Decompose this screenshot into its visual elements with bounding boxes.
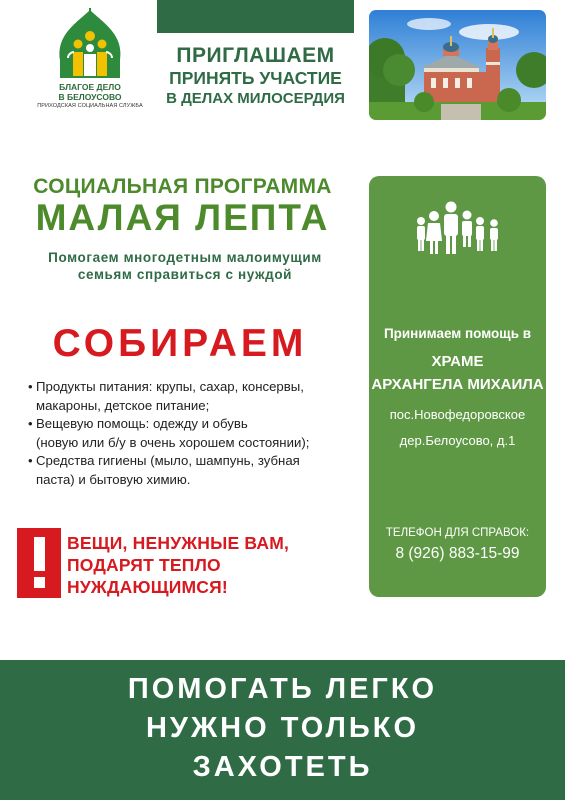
invite-line2: ПРИНЯТЬ УЧАСТИЕ [169,68,342,88]
notice-text [67,532,342,598]
address-line1: пос.Новофедоровское [389,407,526,422]
list-item-continuation: (новую или б/у в очень хорошем состоянии); [36,434,310,450]
list-item-text: Продукты питания: крупы, сахар, консервы, [36,379,304,394]
collect-title: СОБИРАЕМ [52,322,308,365]
logo-subtitle: ПРИХОДСКАЯ СОЦИАЛЬНАЯ СЛУЖБА [37,103,143,109]
church-dome-family-logo-icon [50,8,130,82]
church-photo [369,10,546,120]
list-item [28,378,358,397]
program-desc-line2: семьям справиться с нуждой [77,267,293,282]
footer-line2: НУЖНО ТОЛЬКО [145,712,420,744]
program-title: СОЦИАЛЬНАЯ ПРОГРАММА [33,175,332,198]
exclamation-icon [17,528,61,598]
list-item [28,452,358,471]
list-item-continuation: макароны, детское питание; [36,397,210,413]
church-name-line1: ХРАМЕ [431,353,484,370]
collect-list [28,378,358,489]
invite-line3: В ДЕЛАХ МИЛОСЕРДИЯ [166,90,345,107]
logo [30,8,150,128]
phone-label: ТЕЛЕФОН ДЛЯ СПРАВОК: [385,527,530,539]
logo-name-line2: В БЕЛОУСОВО [58,92,122,102]
program-description [40,249,330,283]
footer-banner [0,660,565,800]
list-item [28,415,358,434]
exclamation-dot [34,577,45,588]
phone-number: 8 (926) 883-15-99 [395,545,520,562]
notice-line3: НУЖДАЮЩИМСЯ! [67,577,228,597]
footer-line1: ПОМОГАТЬ ЛЕГКО [127,673,438,705]
info-panel [369,176,546,597]
invite-line1: ПРИГЛАШАЕМ [176,44,335,67]
notice-line2: ПОДАРЯТ ТЕПЛО [67,555,221,575]
logo-name-line1: БЛАГОЕ ДЕЛО [59,82,121,92]
footer-line3: ЗАХОТЕТЬ [192,751,373,783]
address-line2: дер.Белоусово, д.1 [399,433,516,448]
accept-help-text: Принимаем помощь в [383,326,532,341]
invite-color-bar [157,0,354,33]
notice-line1: ВЕЩИ, НЕНУЖНЫЕ ВАМ, [67,533,290,553]
program-name: МАЛАЯ ЛЕПТА [35,197,330,238]
list-item-text: Вещевую помощь: одежду и обувь [36,416,248,431]
invite-block [157,0,354,128]
exclamation-bar [34,537,45,571]
list-item-text: Средства гигиены (мыло, шампунь, зубная [36,453,300,468]
church-name-line2: АРХАНГЕЛА МИХАИЛА [371,376,544,393]
list-item-continuation: паста) и бытовую химию. [36,471,191,487]
church-photo-image [369,10,546,120]
family-icon [413,201,503,255]
program-desc-line1: Помогаем многодетным малоимущим [48,250,322,265]
